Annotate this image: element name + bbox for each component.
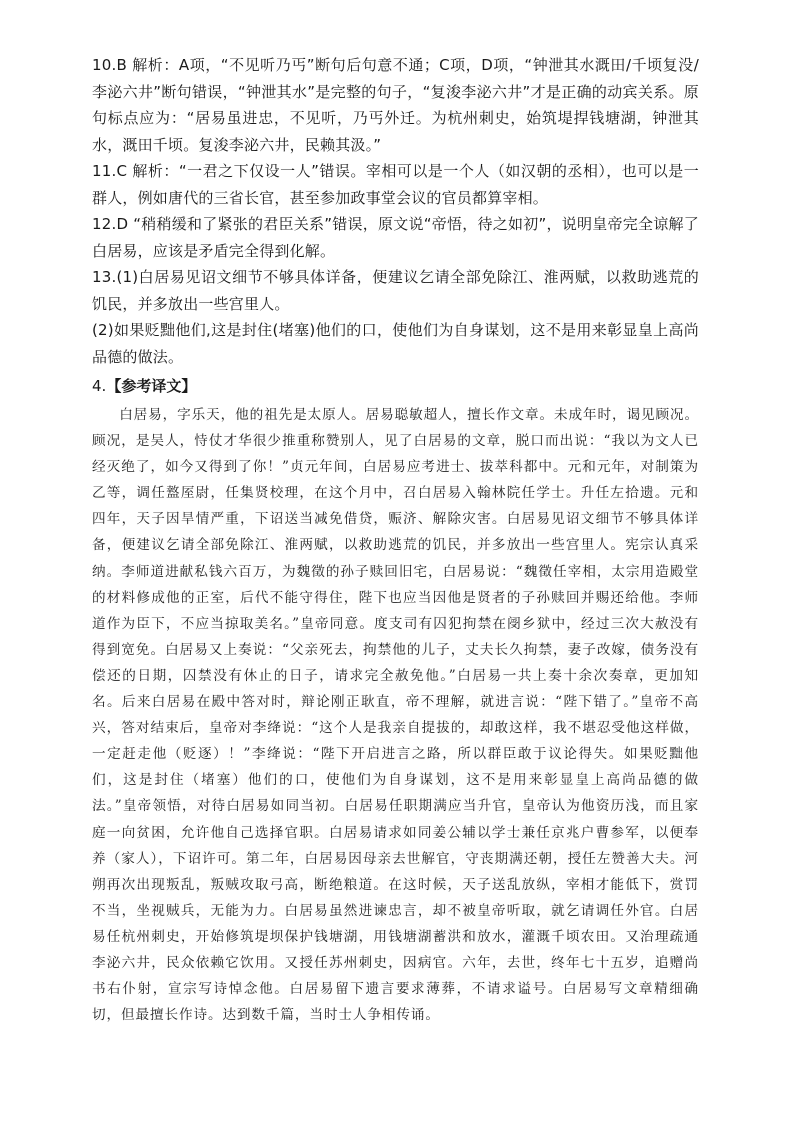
answer-11: 11.C 解析：“一君之下仅设一人”错误。宰相可以是一个人（如汉朝的丞相），也可以是一群人，例如唐代的三省长官，甚至参加政事堂会议的官员都算宰相。 (92, 162, 699, 207)
answer-10: 10.B 解析：A项，“不见听乃丐”断句后句意不通；C项，D项，“钟泄其水溉田/千顷复没/李泌六井”断句错误，“钟泄其水”是完整的句子，“复浚李泌六井”才是正确的动宾关系。原句标点应为：“居易虽进忠，不见听，乃丐外迁。为杭州刺史，始筑堤捍钱塘湖，钟泄其水，溉田千顷。复浚李泌六井，民赖其汲。” (92, 56, 699, 154)
reference-translation-text: 白居易，字乐天，他的祖先是太原人。居易聪敏超人，擅长作文章。未成年时，谒见顾况。顾况，是吴人，恃仗才华很少推重称赞别人，见了白居易的文章，脱口而出说：“我以为文人已经灭绝了，如今又得到了你！”贞元年间，白居易应考进士、拔萃科都中。元和元年，对制策为乙等，调任盩厔尉，任集贤校理，在这个月中，召白居易入翰林院任学士。升任左拾遗。元和四年，天子因旱情严重，下诏送当减免借贷，赈济、解除灾害。白居易见诏文细节不够具体详备，便建议乞请全部免除江、淮两赋，以救助逃荒的饥民，并多放出一些宫里人。宪宗认真采纳。李师道进献私钱六百万，为魏徵的孙子赎回旧宅，白居易说：“魏徵任宰相，太宗用造殿堂的材料修成他的正室，后代不能守得住，陛下也应当因他是贤者的子孙赎回并赐还给他。李师道作为臣下，不应当掠取美名。”皇帝同意。度支司有囚犯拘禁在阌乡狱中，经过三次大赦没有得到宽免。白居易又上奏说：“父亲死去，拘禁他的儿子，丈夫长久拘禁，妻子改嫁，债务没有偿还的日期，囚禁没有休止的日子，请求完全赦免他。”白居易一共上奏十余次奏章，更加知名。后来白居易在殿中答对时，辩论刚正耿直，帝不理解，就进言说：“陛下错了。”皇帝不高兴，答对结束后，皇帝对李绛说：“这个人是我亲自提拔的，却敢这样，我不堪忍受他这样做，一定赶走他（贬逐）！”李绛说：“陛下开启进言之路，所以群臣敢于议论得失。如果贬黜他们，这是封住（堵塞）他们的口，使他们为自身谋划，这不是用来彰显皇上高尚品德的做法。”皇帝领悟，对待白居易如同当初。白居易任职期满应当升官，皇帝认为他资历浅，而且家庭一向贫困，允许他自己选择官职。白居易请求如同姜公辅以学士兼任京兆户曹参军，以便奉养（家人），下诏许可。第二年，白居易因母亲去世解官，守丧期满还朝，授任左赞善大夫。河朔再次出现叛乱，叛贼攻取弓高，断绝粮道。在这时候，天子送乱放纵，宰相才能低下，赏罚不当，坐视贼兵，无能为力。白居易虽然进谏忠言，却不被皇帝听取，就乞请调任外官。白居易任杭州刺史，开始修筑堤坝保护钱塘湖，用钱塘湖蓄洪和放水，灌溉千顷农田。又治理疏通李泌六井，民众依赖它饮用。又授任苏州刺史，因病官。六年，去世，终年七十五岁，追赠尚书右仆射，宣宗写诗悼念他。白居易留下遗言要求薄葬，不请求谥号。白居易写文章精细确切，但最擅长作诗。达到数千篇，当时士人争相传诵。 (92, 407, 699, 1024)
section-number: 4. (92, 377, 107, 395)
answer-13-part-1: 13.(1)白居易见诏文细节不够具体详备，便建议乞请全部免除江、淮两赋，以救助逃荒的饥民，并多放出一些宫里人。 (92, 268, 699, 313)
answer-13-part-2: (2)如果贬黜他们,这是封住(堵塞)他们的口，使他们为自身谋划，这不是用来彰显皇上高尚品德的做法。 (92, 321, 699, 366)
answer-12: 12.D “稍稍缓和了紧张的君臣关系”错误，原文说“帝悟，待之如初”，说明皇帝完全谅解了白居易，应该是矛盾完全得到化解。 (92, 215, 699, 260)
reference-translation-title: 【参考译文】 (106, 377, 197, 395)
reference-translation-heading (92, 372, 699, 400)
